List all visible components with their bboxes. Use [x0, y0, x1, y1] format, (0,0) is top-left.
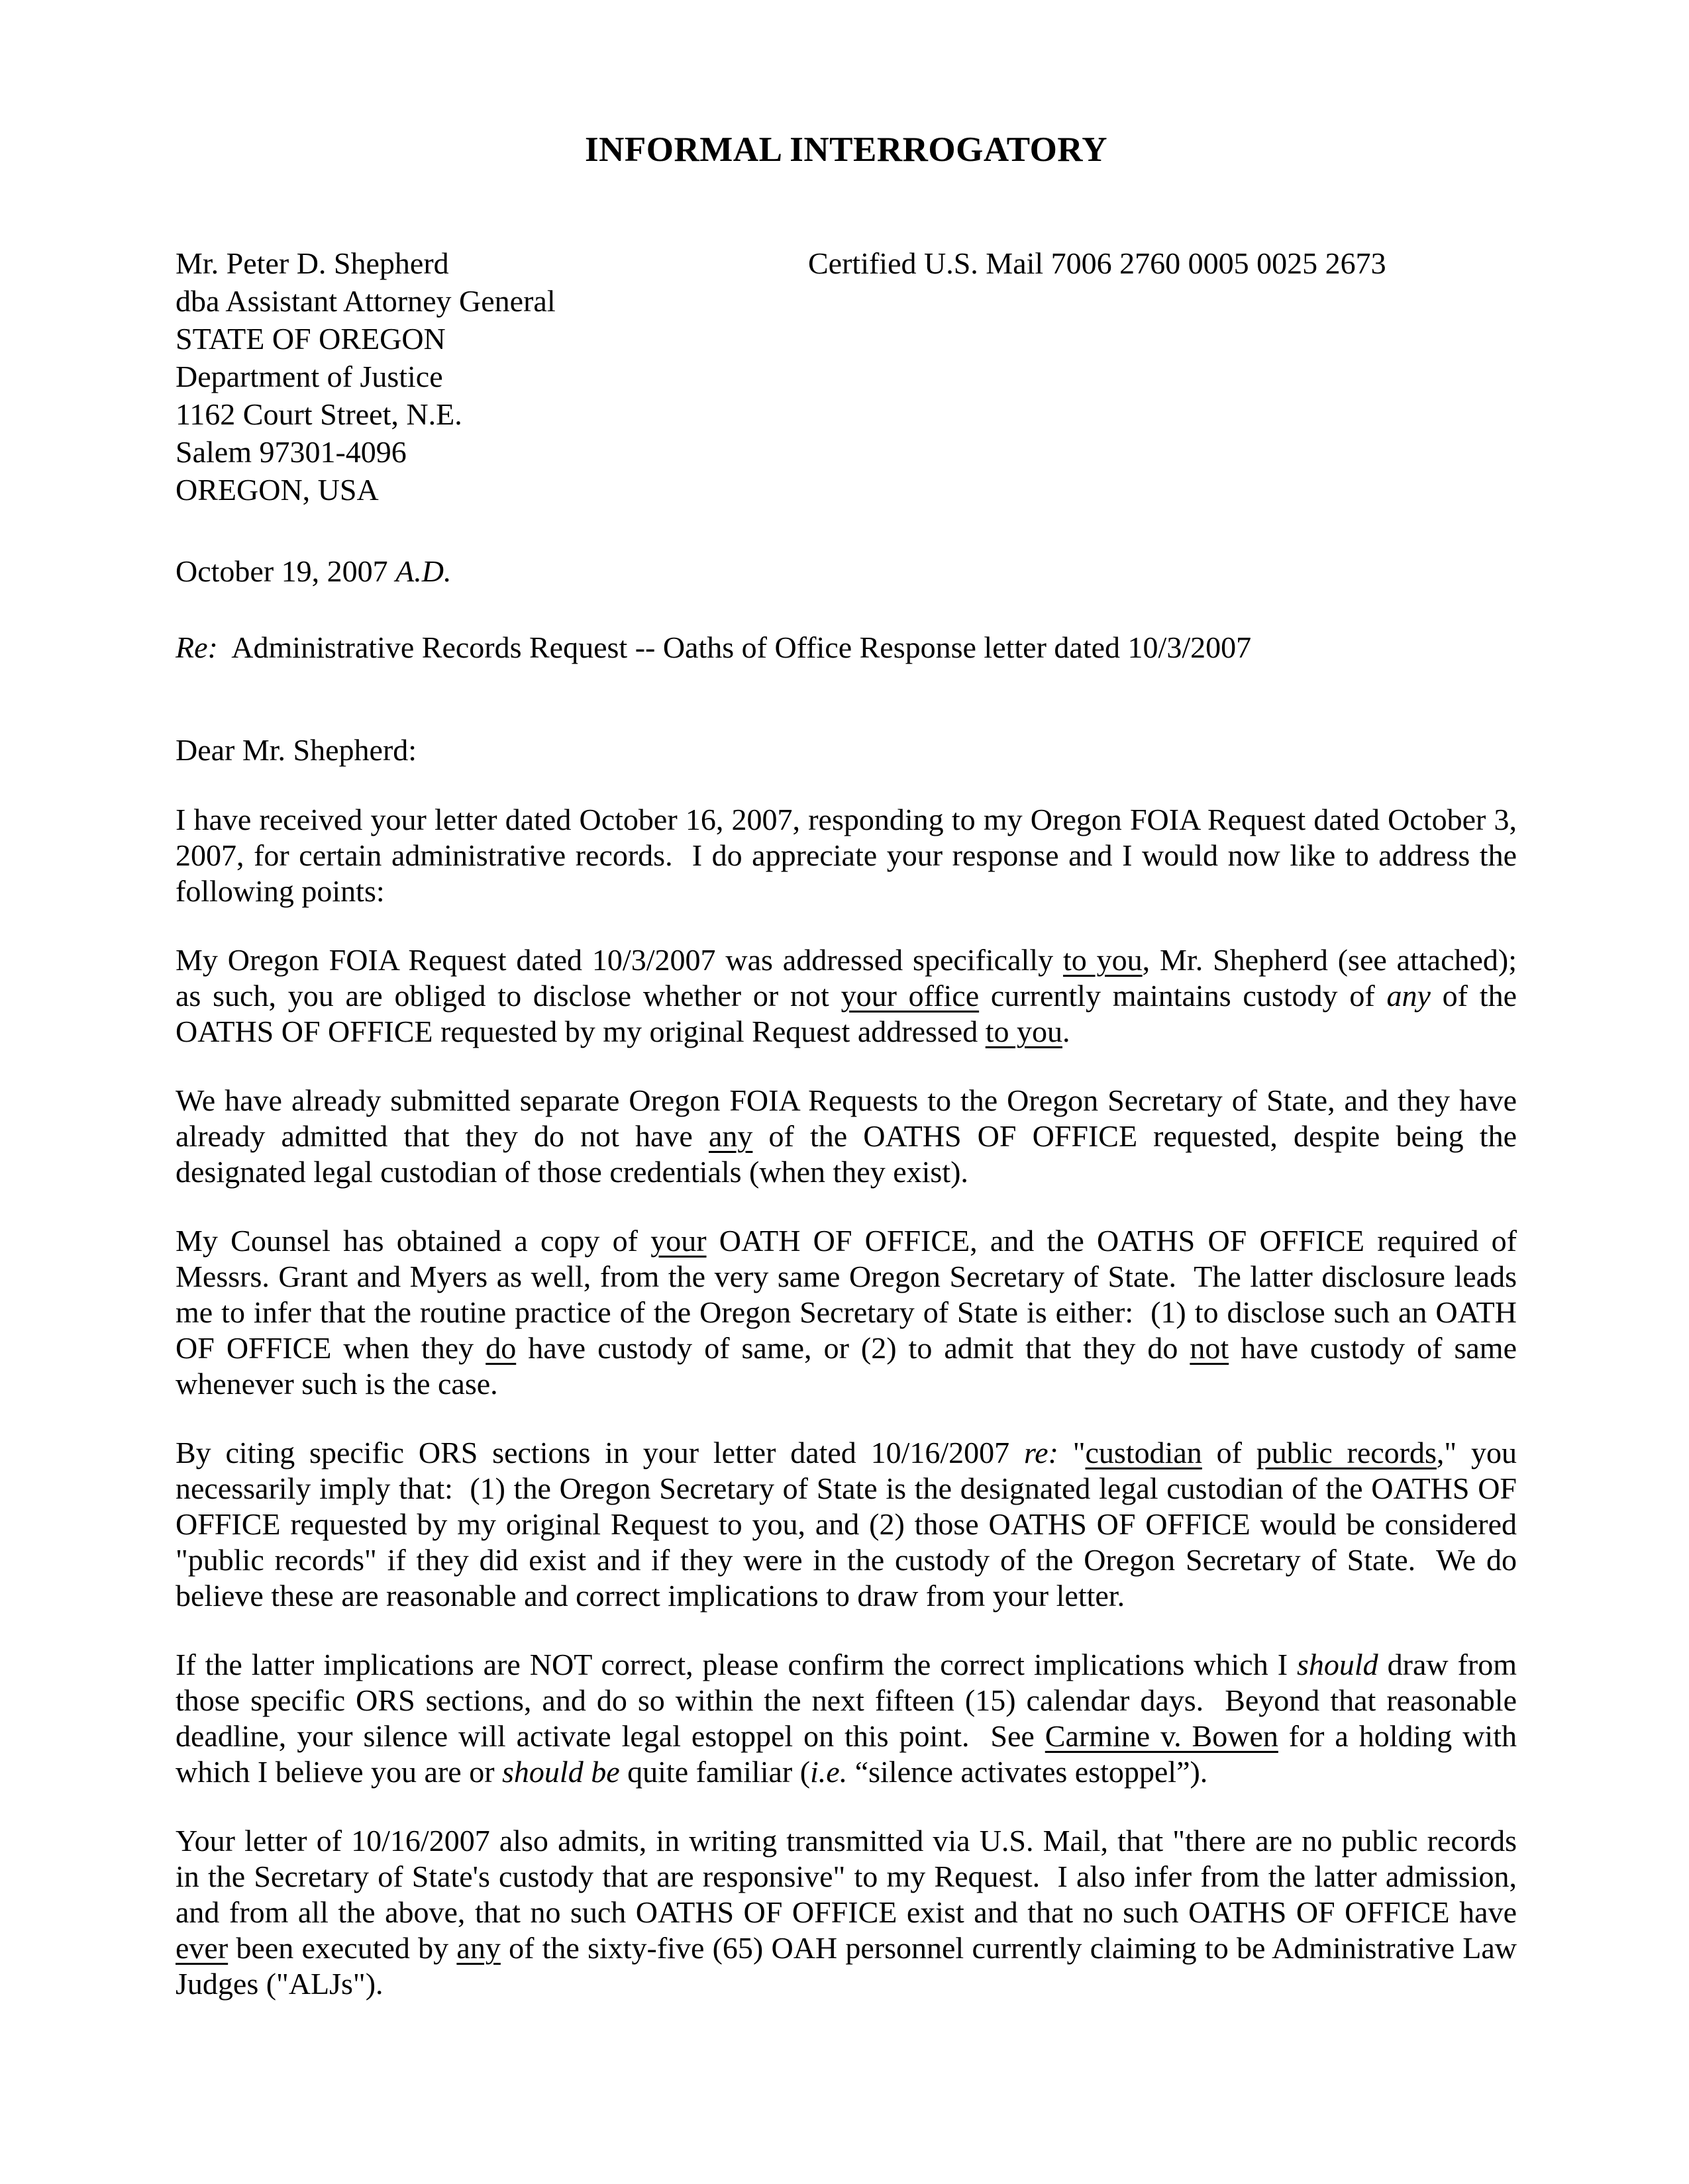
text-run: of [1202, 1436, 1256, 1469]
recipient-address [176, 244, 1517, 509]
text-run: have custody of same, or (2) to admit that they do [516, 1331, 1190, 1365]
text-run-underline: ever [176, 1931, 229, 1965]
text-run-underline: your [650, 1224, 707, 1258]
salutation: Dear Mr. Shepherd: [176, 733, 417, 767]
paragraph-2 [176, 942, 1532, 1050]
text-run: If the latter implications are NOT correct, please confirm the correct implications which I [176, 1648, 1297, 1681]
text-run-underline: to you [985, 1015, 1062, 1048]
recipient-name: Mr. Peter D. Shepherd [176, 246, 449, 280]
recipient-street: 1162 Court Street, N.E. [176, 397, 462, 431]
text-run: By citing specific ORS sections in your letter dated 10/16/2007 [176, 1436, 1024, 1469]
recipient-line: STATE OF OREGON [176, 322, 446, 356]
text-run: of the OATHS OF OFFICE requested, despite being the designated legal custodian of those credentials (when they exist). [176, 1119, 1525, 1189]
document-title: INFORMAL INTERROGATORY [585, 130, 1107, 169]
date-line [176, 552, 1517, 590]
text-run-italic: any [1386, 979, 1431, 1013]
text-run: . [1062, 1015, 1070, 1048]
text-run-italic: A.D. [395, 554, 452, 588]
text-run: been executed by [228, 1931, 457, 1965]
address-block [176, 244, 1517, 509]
text-run: OATH OF OFFICE, and the OATHS OF OFFICE required of Messrs. Grant and Myers as well, from the very same Oregon Secretary of State. The latter disclosure leads me to infer that the routine practice of the Oregon Secretary of State is either: (1) to disclose such an OATH OF OFFICE when they [176, 1224, 1525, 1365]
text-run: have custody of same whenever such is the case. [176, 1331, 1525, 1401]
text-run-underline: to you [1062, 943, 1143, 977]
text-run: We have already submitted separate Oregon FOIA Requests to the Oregon Secretary of State, and they have already admitted that they do not have [176, 1083, 1525, 1153]
text-run-underline: custodian [1085, 1436, 1202, 1469]
recipient-state: OREGON, USA [176, 473, 379, 507]
text-run-italic: i.e. [810, 1755, 848, 1789]
text-run: " [1058, 1436, 1086, 1469]
recipient-city: Salem 97301-4096 [176, 435, 407, 469]
recipient-line: dba Assistant Attorney General [176, 284, 556, 318]
text-run-underline: any [456, 1931, 501, 1965]
text-run: , Mr. Shepherd (see attached); as such, you are obliged to disclose whether or not [176, 943, 1532, 1013]
text-run: October 19, 2007 [176, 554, 396, 588]
text-run-underline: not [1190, 1331, 1229, 1365]
paragraph-1 [176, 802, 1525, 909]
text-run-italic: should be [502, 1755, 620, 1789]
text-run-underline: any [708, 1119, 753, 1153]
text-run: My Counsel has obtained a copy of [176, 1224, 651, 1258]
text-run: draw from those specific ORS sections, and do so within the next fifteen (15) calendar days. Beyond that reasonable deadline, your silence will activate legal estoppel on this point. See [176, 1648, 1525, 1753]
paragraph-4 [176, 1223, 1525, 1402]
text-run-italic: Re: [176, 630, 218, 664]
paragraph-7 [176, 1823, 1525, 2002]
text-run: quite familiar ( [619, 1755, 811, 1789]
paragraph-3 [176, 1083, 1525, 1190]
text-run: Administrative Records Request -- Oaths of Office Response letter dated 10/3/2007 [217, 630, 1252, 664]
subject-line [176, 628, 1517, 666]
text-run: of the OATHS OF OFFICE requested by my original Request addressed [176, 979, 1525, 1048]
text-run-underline: Carmine v. Bowen [1045, 1719, 1278, 1753]
recipient-line: Department of Justice [176, 360, 443, 393]
certified-mail-reference: Certified U.S. Mail 7006 2760 0005 0025 2673 [808, 246, 1386, 280]
text-run-italic: should [1296, 1648, 1378, 1681]
letter-content [176, 0, 1532, 2002]
text-run: I have received your letter dated October 16, 2007, responding to my Oregon FOIA Request dated October 3, 2007, for certain administrative records. I do appreciate your response and I would now like to address the following points: [176, 803, 1525, 908]
text-run: Your letter of 10/16/2007 also admits, in writing transmitted via U.S. Mail, that "there are no public records in the Secretary of State's custody that are responsive" to my Request. I also infer from the latter admission, and from all the above, that no such OATHS OF OFFICE exist and that no such OATHS OF OFFICE have [176, 1824, 1525, 1929]
text-run: My Oregon FOIA Request dated 10/3/2007 was addressed specifically [176, 943, 1063, 977]
text-run-underline: your office [841, 979, 980, 1013]
paragraph-5 [176, 1435, 1525, 1614]
text-run-underline: do [486, 1331, 517, 1365]
text-run: currently maintains custody of [979, 979, 1387, 1013]
paragraph-6 [176, 1647, 1525, 1790]
text-run-underline: public records [1256, 1436, 1437, 1469]
text-run: for a holding with which I believe you are or [176, 1719, 1525, 1789]
text-run-italic: re: [1023, 1436, 1058, 1469]
text-run: of the sixty-five (65) OAH personnel currently claiming to be Administrative Law Judges ("ALJs"). [176, 1931, 1525, 2001]
text-run: ," you necessarily imply that: (1) the Oregon Secretary of State is the designated legal custodian of the OATHS OF OFFICE requested by my original Request to you, and (2) those OATHS OF OFFICE would be considered "public records" if they did exist and if they were in the custody of the Oregon Secretary of State. We do believe these are reasonable and correct implications to draw from your letter. [176, 1436, 1525, 1613]
text-run: “silence activates estoppel”). [847, 1755, 1208, 1789]
